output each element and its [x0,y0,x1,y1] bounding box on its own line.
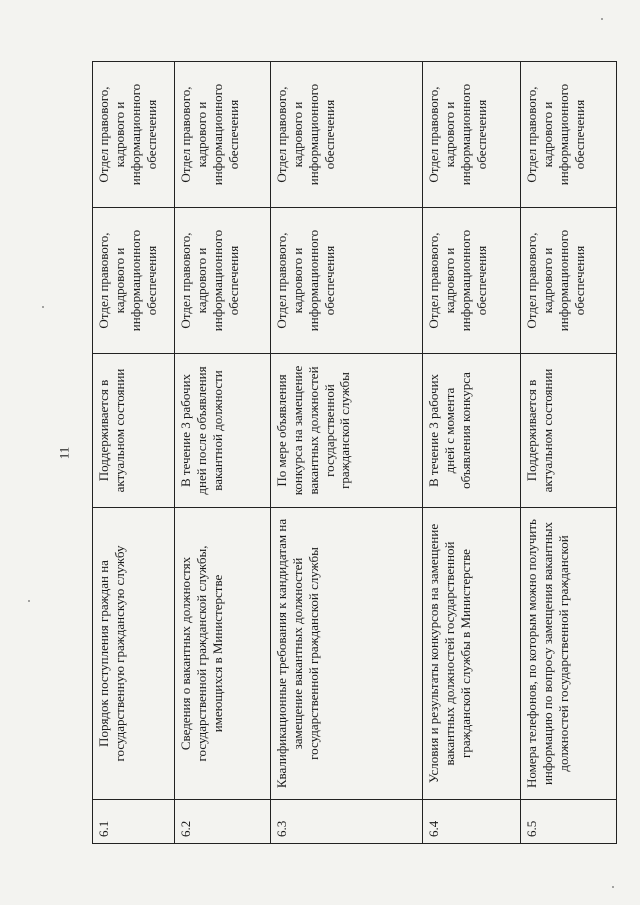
row-responsible-secondary: Отдел правового, кадрового и информационного обеспечения [271,62,423,208]
row-subject: Номера телефонов, по которым можно получить информацию по вопросу замещения вакантных должностей государственной гражданской [521,508,617,800]
rotated-table-container [92,62,587,844]
scan-speck [612,886,614,888]
row-number: 6.5 [521,800,617,844]
row-responsible-secondary: Отдел правового, кадрового и информационного обеспечения [521,62,617,208]
row-responsible-secondary: Отдел правового, кадрового и информационного обеспечения [423,62,521,208]
row-subject: Порядок поступления граждан на государственную гражданскую службу [93,508,175,800]
responsibility-table [92,61,617,844]
row-period: Поддерживается в актуальном состоянии [521,354,617,508]
row-responsible-secondary: Отдел правового, кадрового и информационного обеспечения [175,62,271,208]
row-responsible: Отдел правового, кадрового и информационного обеспечения [521,208,617,354]
row-period: В течение 3 рабочих дней после объявления вакантной должности [175,354,271,508]
row-responsible: Отдел правового, кадрового и информационного обеспечения [271,208,423,354]
table-row [271,62,423,844]
row-responsible: Отдел правового, кадрового и информационного обеспечения [423,208,521,354]
table-row [93,62,175,844]
row-subject: Квалификационные требования к кандидатам на замещение вакантных должностей государственной гражданской службы [271,508,423,800]
scan-speck [42,306,44,308]
row-subject: Сведения о вакантных должностях государственной гражданской службы, имеющихся в Министерстве [175,508,271,800]
row-responsible: Отдел правового, кадрового и информационного обеспечения [175,208,271,354]
scan-speck [28,600,30,602]
table-row [175,62,271,844]
row-responsible: Отдел правового, кадрового и информационного обеспечения [93,208,175,354]
row-subject: Условия и результаты конкурсов на замещение вакантных должностей государственной гражданской службы в Министерстве [423,508,521,800]
row-number: 6.1 [93,800,175,844]
row-period: В течение 3 рабочих дней с момента объявления конкурса [423,354,521,508]
row-responsible-secondary: Отдел правового, кадрового и информационного обеспечения [93,62,175,208]
row-period: Поддерживается в актуальном состоянии [93,354,175,508]
row-number: 6.2 [175,800,271,844]
table-row [521,62,617,844]
row-number: 6.3 [271,800,423,844]
table-row [423,62,521,844]
row-period: По мере объявления конкурса на замещение вакантных должностей государственной гражданской службы [271,354,423,508]
scan-speck [601,18,603,20]
page-number: 11 [56,446,72,460]
row-number: 6.4 [423,800,521,844]
